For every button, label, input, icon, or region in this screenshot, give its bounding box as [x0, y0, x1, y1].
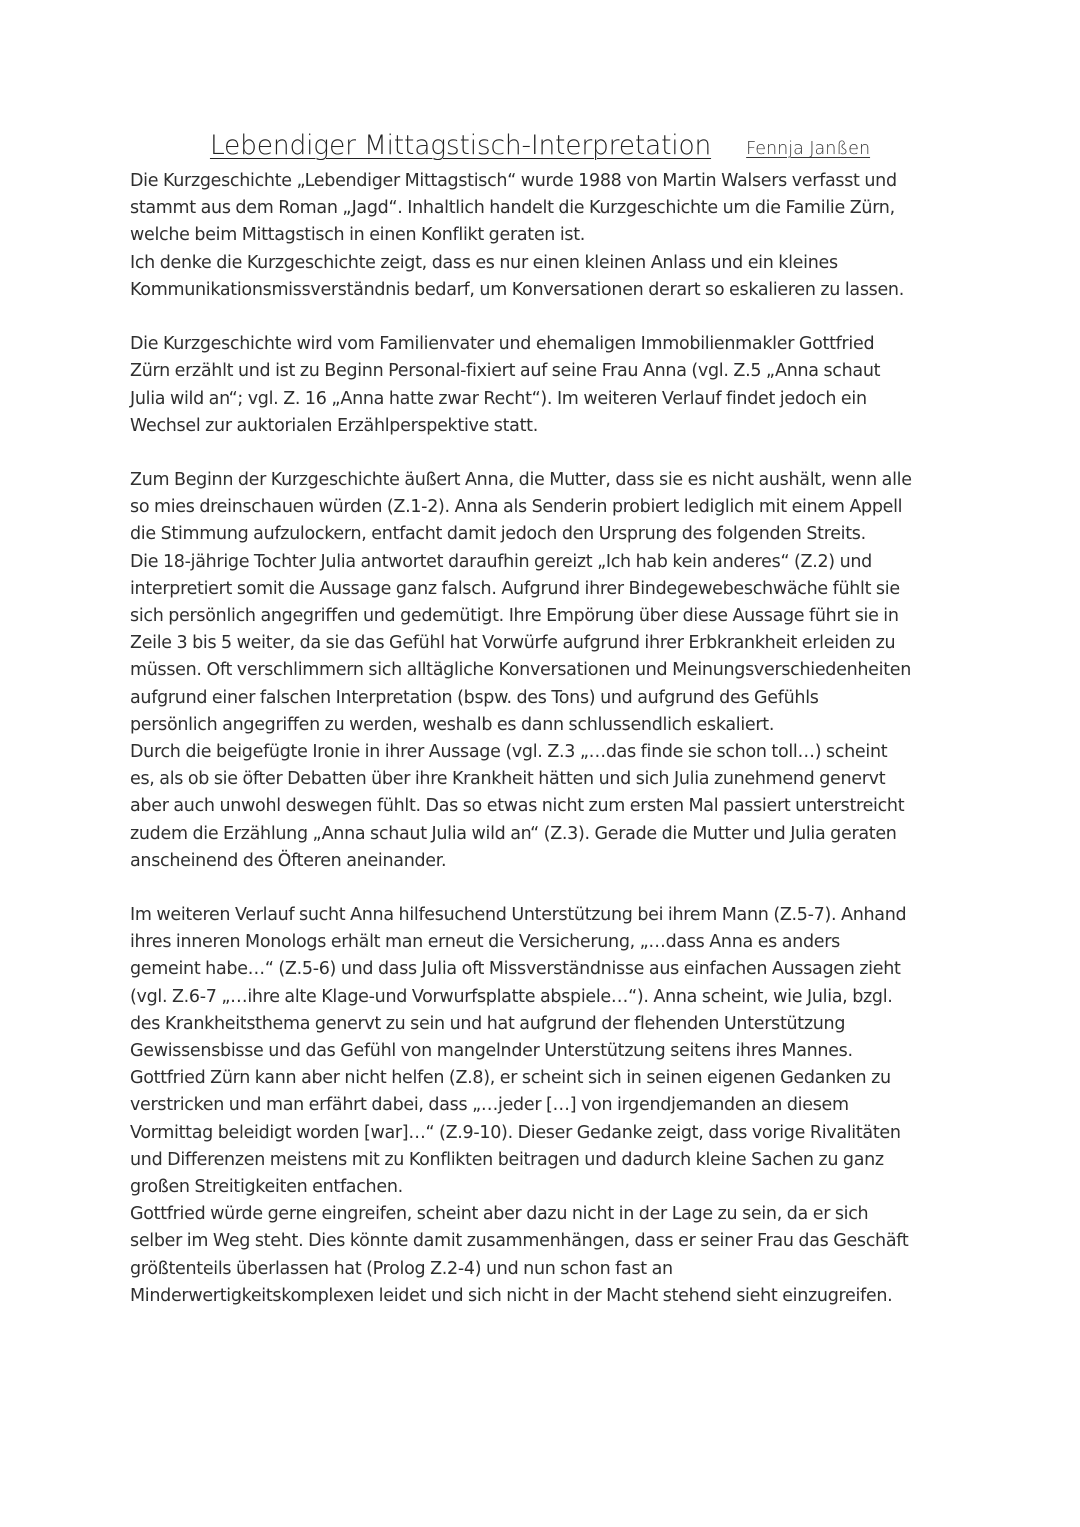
text-line: anscheinend des Öfteren aneinander. [130, 850, 447, 871]
text-line: persönlich angegriffen zu werden, weshalb es dann schlussendlich eskaliert. [130, 714, 775, 735]
text-line: des Krankheitsthema genervt zu sein und hat aufgrund der flehenden Unterstützung [130, 1013, 846, 1034]
text-line: Minderwertigkeitskomplexen leidet und sich nicht in der Macht stehend sieht einzugreifen. [130, 1285, 893, 1306]
document-title: Lebendiger Mittagstisch-Interpretation [209, 130, 712, 161]
paragraph-gap [130, 875, 965, 902]
text-line: es, als ob sie öfter Debatten über ihre Krankheit hätten und sich Julia zunehmend genervt [130, 769, 886, 790]
paragraph [130, 331, 965, 440]
text-line: (vgl. Z.6-7 „…ihre alte Klage-und Vorwurfsplatte abspiele…“). Anna scheint, wie Julia, bzgl. [130, 986, 893, 1007]
text-line: selber im Weg steht. Dies könnte damit zusammenhängen, dass er seiner Frau das Geschäft [130, 1231, 909, 1252]
text-line: Vormittag beleidigt worden [war]…“ (Z.9-10). Dieser Gedanke zeigt, dass vorige Rivalitäten [130, 1122, 901, 1143]
paragraph [130, 168, 965, 304]
text-line: Zürn erzählt und ist zu Beginn Personal-fixiert auf seine Frau Anna (vgl. Z.5 „Anna schaut [130, 361, 881, 382]
document-body [130, 168, 965, 1310]
text-line: und Differenzen meistens mit zu Konflikten beitragen und dadurch kleine Sachen zu ganz [130, 1149, 884, 1170]
text-line: sich persönlich angegriffen und gedemütigt. Ihre Empörung über diese Aussage führt sie in [130, 606, 899, 626]
paragraph [130, 467, 965, 875]
document-header [0, 130, 1080, 161]
text-line: großen Streitigkeiten entfachen. [130, 1176, 403, 1197]
text-line: aufgrund einer falschen Interpretation (bspw. des Tons) und aufgrund des Gefühls [130, 687, 819, 708]
text-line: Die Kurzgeschichte „Lebendiger Mittagstisch“ wurde 1988 von Martin Walsers verfasst und [130, 171, 897, 191]
text-line: Im weiteren Verlauf sucht Anna hilfesuchend Unterstützung bei ihrem Mann (Z.5-7). Anhand [130, 905, 907, 926]
paragraph-gap [130, 304, 965, 331]
text-line: Ich denke die Kurzgeschichte zeigt, dass es nur einen kleinen Anlass und ein kleines [130, 252, 838, 273]
text-line: Die Kurzgeschichte wird vom Familienvater und ehemaligen Immobilienmakler Gottfried [130, 334, 875, 355]
text-line: so mies dreinschauen würden (Z.1-2). Anna als Senderin probiert lediglich mit einem Appell [130, 497, 903, 518]
text-line: gemeint habe…“ (Z.5-6) und dass Julia oft Missverständnisse aus einfachen Aussagen zieht [130, 959, 901, 980]
text-line: Gewissensbisse und das Gefühl von mangelnder Unterstützung seitens ihres Mannes. [130, 1041, 853, 1061]
text-line: verstricken und man erfährt dabei, dass „…jeder […] von irgendjemanden an diesem [130, 1095, 849, 1116]
text-line: Kommunikationsmissverständnis bedarf, um Konversationen derart so eskalieren zu lassen. [130, 279, 904, 300]
text-line: Wechsel zur auktorialen Erzählperspektive statt. [130, 415, 538, 436]
paragraph-gap [130, 440, 965, 467]
text-line: zudem die Erzählung „Anna schaut Julia wild an“ (Z.3). Gerade die Mutter und Julia geraten [130, 823, 897, 844]
text-line: größtenteils überlassen hat (Prolog Z.2-4) und nun schon fast an [130, 1258, 673, 1279]
text-line: die Stimmung aufzulockern, entfacht damit jedoch den Ursprung des folgenden Streits. [130, 524, 866, 545]
text-line: stammt aus dem Roman „Jagd“. Inhaltlich handelt die Kurzgeschichte um die Familie Zürn, [130, 198, 895, 219]
text-line: aber auch unwohl deswegen fühlt. Das so etwas nicht zum ersten Mal passiert unterstreicht [130, 796, 905, 817]
paragraph [130, 902, 965, 1310]
text-line: Gottfried würde gerne eingreifen, scheint aber dazu nicht in der Lage zu sein, da er sich [130, 1204, 869, 1225]
document-author: Fennja Janßen [746, 139, 871, 159]
text-line: müssen. Oft verschlimmern sich alltägliche Konversationen und Meinungsverschiedenheiten [130, 660, 912, 681]
text-line: Die 18-jährige Tochter Julia antwortet daraufhin gereizt „Ich hab kein anderes“ (Z.2) und [130, 551, 872, 572]
text-line: ihres inneren Monologs erhält man erneut die Versicherung, „…dass Anna es anders [130, 932, 840, 953]
text-line: welche beim Mittagstisch in einen Konflikt geraten ist. [130, 225, 586, 246]
text-line: Julia wild an“; vgl. Z. 16 „Anna hatte zwar Recht“). Im weiteren Verlauf findet jedoch ein [130, 388, 867, 409]
text-line: interpretiert somit die Aussage ganz falsch. Aufgrund ihrer Bindegewebeschwäche fühlt sie [130, 578, 900, 599]
text-line: Gottfried Zürn kann aber nicht helfen (Z.8), er scheint sich in seinen eigenen Gedanken zu [130, 1068, 891, 1089]
text-line: Zum Beginn der Kurzgeschichte äußert Anna, die Mutter, dass sie es nicht aushält, wenn alle [130, 470, 912, 491]
text-line: Durch die beigefügte Ironie in ihrer Aussage (vgl. Z.3 „…das finde sie schon toll…) scheint [130, 741, 888, 762]
text-line: Zeile 3 bis 5 weiter, da sie das Gefühl hat Vorwürfe aufgrund ihrer Erbkrankheit erleiden zu [130, 633, 896, 654]
